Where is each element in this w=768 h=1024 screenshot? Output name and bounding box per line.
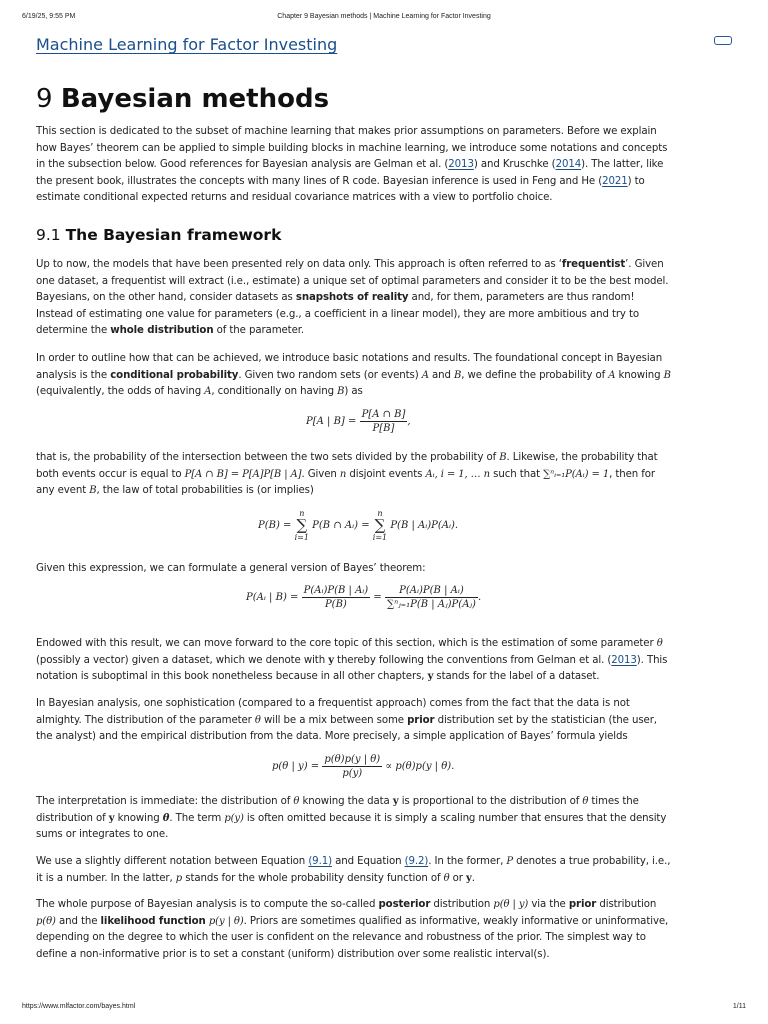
bold-term: frequentist: [561, 259, 626, 270]
bold-term: likelihood function: [100, 915, 206, 927]
text: (equivalently, the odds of having: [36, 386, 205, 398]
math: p(θ | y): [493, 899, 529, 910]
text: stands for the whole probability density function of: [182, 872, 444, 884]
paragraph-frequentist: [36, 257, 672, 340]
text: or: [449, 872, 467, 884]
text: that is, the probability of the intersection between the two sets divided by the probability of: [36, 452, 500, 463]
text: , conditionally on having: [211, 386, 338, 398]
text: . Likewise, the probability that both events occur is equal to: [36, 452, 658, 480]
punctuation: .: [477, 592, 482, 603]
fraction: [322, 754, 382, 779]
math: y: [466, 872, 472, 884]
math: p(y | θ): [208, 915, 244, 927]
paragraph-posterior: [36, 897, 672, 963]
print-page-number: 1/11: [732, 1003, 746, 1010]
paragraph-notation: [36, 854, 672, 887]
text: stands for the label of a dataset.: [433, 671, 600, 683]
text: . Priors are sometimes qualified as informative, weakly informative or uninformative, depending on the degree to which the user is confident on the relevance and robustness of the prior. The simplest way to define a non-informative prior is to set a constant (uniform) distribution over some realistic interval(s).: [36, 915, 669, 960]
math: P[A ∩ B] = P[A]P[B | A]: [184, 468, 302, 480]
math: A: [608, 369, 616, 381]
paragraph-interpretation: [36, 794, 672, 844]
equation-bayes-theorem: [246, 585, 481, 610]
text: and: [428, 369, 455, 381]
math: B: [89, 485, 97, 497]
book-toggle-icon[interactable]: [714, 36, 732, 45]
text: times the distribution of: [36, 796, 639, 824]
text: ) as: [344, 386, 363, 398]
text: via the: [528, 899, 569, 910]
text: denotes a true probability, i.e., it is a number. In the latter,: [36, 856, 671, 884]
text: . In the former,: [428, 856, 507, 867]
math: y: [427, 671, 434, 683]
summation: [373, 509, 387, 542]
math: Aᵢ, i = 1, … n: [425, 468, 490, 480]
equation-term: P(B | Aᵢ)P(Aᵢ).: [390, 520, 459, 531]
text: is often omitted because it is simply a scaling number that ensures that the density sums or integrates to one.: [36, 812, 667, 841]
text: . Given two random sets (or events): [238, 369, 422, 381]
math: θ: [656, 638, 663, 649]
text: knowing: [114, 812, 163, 824]
denominator: P[B]: [372, 423, 395, 434]
text: and the: [55, 915, 101, 927]
equation-lhs: P(B) =: [258, 520, 292, 531]
equation-rhs: ∝ p(θ)p(y | θ).: [385, 761, 455, 772]
bold-term: prior: [407, 714, 435, 726]
math: θ: [254, 714, 261, 726]
sigma-symbol: ∑: [296, 516, 308, 534]
text: disjoint events: [346, 468, 426, 480]
math: θ: [293, 796, 300, 807]
math: θ: [443, 872, 450, 884]
sum-upper: n: [377, 509, 383, 518]
paragraph-bayes-intro: Given this expression, we can formulate a general version of Bayes’ theorem:: [36, 563, 426, 574]
citation-link[interactable]: 2021: [602, 175, 628, 187]
math: θ: [162, 812, 170, 824]
text: distribution: [596, 899, 657, 910]
math: P: [506, 856, 513, 867]
numerator: p(θ)p(y | θ): [324, 754, 381, 765]
denominator: ∑ⁿⱼ₌₁P(B | Aⱼ)P(Aⱼ): [386, 599, 476, 610]
math: p: [175, 872, 183, 884]
text: The whole purpose of Bayesian analysis is to compute the so-called: [36, 899, 379, 910]
text: , we define the probability of: [461, 369, 609, 381]
text: , then for any event: [36, 468, 656, 497]
paragraph-intersection: [36, 450, 672, 500]
text: distribution: [430, 899, 494, 910]
paragraph-parameter: [36, 636, 672, 686]
equation-total-probability: [258, 509, 458, 542]
equation-lhs: P[A | B] =: [306, 416, 357, 427]
text: .: [471, 872, 475, 884]
equation-posterior: [272, 754, 454, 779]
summation: [295, 509, 309, 542]
math: y: [328, 654, 334, 666]
math: p(y): [224, 812, 244, 824]
numerator: P(Aᵢ)P(B | Aᵢ): [303, 585, 369, 596]
equation-lhs: p(θ | y) =: [272, 761, 320, 772]
math: p(θ): [36, 915, 56, 927]
denominator: p(y): [342, 768, 363, 779]
print-datetime: 6/19/25, 9:55 PM: [22, 13, 76, 20]
fraction: [302, 585, 371, 610]
chapter-title: Bayesian methods: [60, 84, 330, 114]
text: ) and Kruschke (: [473, 159, 556, 171]
text: In Bayesian analysis, one sophistication (compared to a frequentist approach) comes from the fact that the data is not almighty. The distribution of the parameter: [36, 698, 630, 726]
text: This section is dedicated to the subset of machine learning that makes prior assumptions on parameters. Before we explain how Bayes’ theorem can be applied to simple building blocks in machine learning, we introduce some notations and concepts in the subsection below. Good references for Bayesian analysis are Gelman et al. (: [36, 126, 668, 171]
citation-link[interactable]: 2013: [611, 654, 637, 666]
punctuation: ,: [407, 416, 411, 427]
bold-term: prior: [568, 899, 597, 910]
paragraph-conditional-probability: [36, 351, 672, 401]
math: B: [454, 369, 462, 381]
text: The interpretation is immediate: the distribution of: [36, 796, 294, 807]
equation-lhs: P(Aᵢ | B) =: [246, 592, 299, 603]
text: knowing the data: [299, 796, 393, 807]
chapter-number: 9: [36, 84, 53, 114]
paragraph-prior: [36, 696, 672, 746]
bold-term: conditional probability: [110, 369, 239, 381]
fraction: [385, 585, 478, 610]
text: of the parameter.: [213, 325, 305, 337]
text: ’. Given one dataset, a frequentist will extract (i.e., estimate) a unique set of optimal parameters and consider it to be the best model. Bayesians, on the other hand, consider datasets as: [36, 259, 669, 304]
text: ). The latter, like the present book, illustrates the concepts with many lines of R code. Bayesian inference is used in Feng and He (: [36, 159, 664, 187]
numerator: P(Aᵢ)P(B | Aᵢ): [385, 585, 478, 598]
text: ) to estimate conditional expected returns and residual covariance matrices with a view to portfolio choice.: [36, 175, 645, 204]
text: is proportional to the distribution of: [398, 796, 583, 807]
print-footer: [22, 1003, 746, 1013]
math: θ: [582, 796, 589, 807]
text: such that: [490, 468, 544, 480]
sum-lower: i=1: [372, 533, 388, 542]
print-page-title: Chapter 9 Bayesian methods | Machine Learning for Factor Investing: [277, 13, 491, 20]
equation-term: P(B ∩ Aᵢ) =: [312, 520, 370, 531]
section-title: The Bayesian framework: [65, 226, 282, 244]
math: y: [392, 796, 399, 807]
equation-link[interactable]: (9.1): [308, 856, 332, 867]
math: B: [337, 386, 345, 398]
bold-term: snapshots of reality: [295, 292, 409, 304]
site-title-link[interactable]: Machine Learning for Factor Investing: [36, 35, 338, 54]
citation-link[interactable]: 2014: [555, 159, 582, 171]
text: We use a slightly different notation between Equation: [36, 856, 309, 867]
bold-term: posterior: [378, 899, 431, 910]
text: In order to outline how that can be achieved, we introduce basic notations and results. The foundational concept in Bayesian analysis is the: [36, 353, 663, 381]
print-url: https://www.mlfactor.com/bayes.html: [22, 1003, 136, 1010]
numerator: P[A ∩ B]: [361, 409, 406, 420]
sum-upper: n: [299, 509, 305, 518]
math: B: [663, 369, 671, 381]
sum-lower: i=1: [294, 533, 309, 542]
print-header: [22, 13, 746, 23]
text: will be a mix between some: [260, 714, 408, 726]
math: B: [499, 452, 507, 463]
text: thereby following the conventions from Gelman et al. (: [333, 654, 612, 666]
citation-link[interactable]: 2013: [448, 159, 474, 171]
section-number: 9.1: [36, 226, 61, 244]
math: A: [204, 386, 212, 398]
sigma-symbol: ∑: [374, 516, 386, 534]
math: n: [339, 468, 347, 480]
math: A: [421, 369, 429, 381]
equation-link[interactable]: (9.2): [404, 856, 429, 867]
text: (possibly a vector) given a dataset, which we denote with: [36, 654, 329, 666]
equation-conditional-probability: [306, 409, 411, 434]
math: ∑ⁿᵢ₌₁P(Aᵢ) = 1: [543, 468, 610, 480]
text: and, for them, parameters are thus random! Instead of estimating one value for parameters (e.g., a coefficient in a linear model), they are more ambitious and try to determine the: [36, 292, 640, 337]
chapter-heading: [36, 84, 329, 114]
equals-sign: =: [373, 592, 382, 603]
text: ). This notation is suboptimal in this book nonetheless because in all other chapters,: [36, 654, 668, 683]
text: Endowed with this result, we can move forward to the core topic of this section, which is the estimation of some parameter: [36, 638, 657, 649]
text: , the law of total probabilities is (or implies): [96, 485, 314, 497]
text: distribution set by the statistician (the user, the analyst) and the empirical distribution from the data. More precisely, a simple application of Bayes’ formula yields: [36, 714, 657, 743]
text: . Given: [301, 468, 340, 480]
math: y: [108, 812, 115, 824]
text: knowing: [615, 369, 664, 381]
text: and Equation: [331, 856, 405, 867]
text: Up to now, the models that have been presented rely on data only. This approach is often referred to as ‘: [36, 259, 562, 270]
denominator: P(B): [324, 599, 347, 610]
fraction: [360, 409, 411, 434]
text: . The term: [169, 812, 225, 824]
bold-term: whole distribution: [110, 325, 214, 337]
intro-paragraph: [36, 124, 672, 207]
section-heading: [36, 226, 281, 244]
